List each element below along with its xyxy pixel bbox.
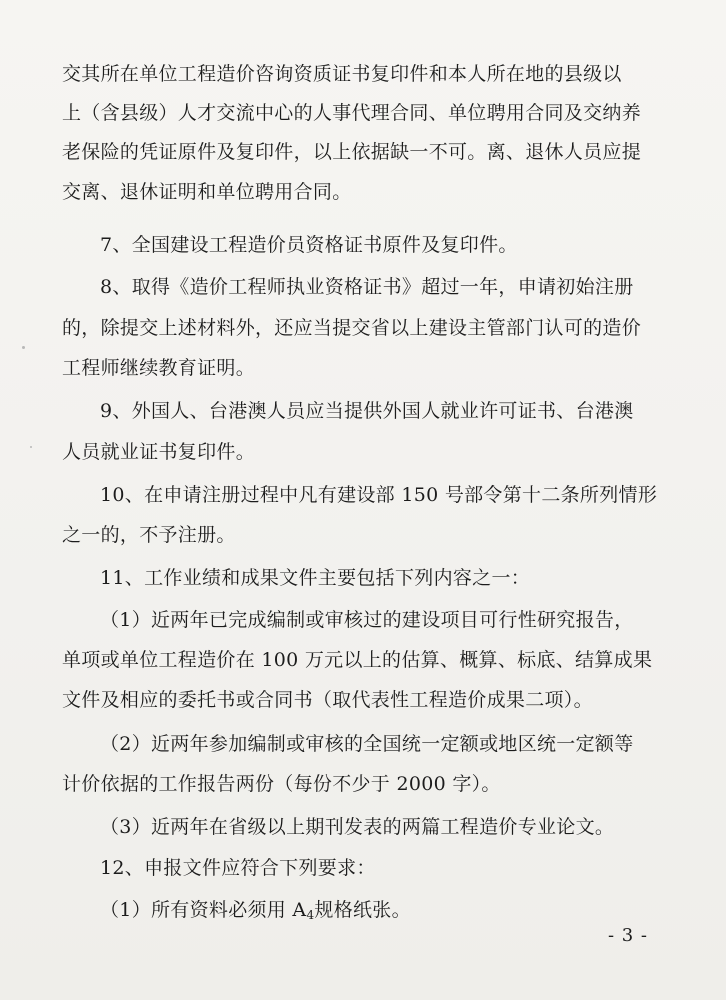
text-line: 11、工作业绩和成果文件主要包括下列内容之一： xyxy=(100,567,531,589)
text-line: 工程师继续教育证明。 xyxy=(62,357,256,379)
text-line: 文件及相应的委托书或合同书（取代表性工程造价成果二项）。 xyxy=(62,689,593,711)
text-line: 交离、退休证明和单位聘用合同。 xyxy=(62,181,352,203)
text-line: 7、全国建设工程造价员资格证书原件及复印件。 xyxy=(100,234,518,256)
page-number: - 3 - xyxy=(607,925,648,946)
text-line: 上（含县级）人才交流中心的人事代理合同、单位聘用合同及交纳养 xyxy=(62,102,642,124)
text-line: 单项或单位工程造价在 100 万元以上的估算、概算、标底、结算成果 xyxy=(62,649,653,671)
scan-speck xyxy=(22,346,25,349)
text-line: （2）近两年参加编制或审核的全国统一定额或地区统一定额等 xyxy=(100,733,634,755)
text-line: 人员就业证书复印件。 xyxy=(62,441,256,463)
text-line: 12、申报文件应符合下列要求： xyxy=(100,857,376,879)
text-line: 的，除提交上述材料外，还应当提交省以上建设主管部门认可的造价 xyxy=(62,317,642,339)
subscript: 4 xyxy=(306,908,315,922)
text-line: 计价依据的工作报告两份（每份不少于 2000 字）。 xyxy=(62,773,501,795)
text-segment: 规格纸张。 xyxy=(314,899,411,921)
scan-speck xyxy=(30,446,32,448)
text-line: 8、取得《造价工程师执业资格证书》超过一年，申请初始注册 xyxy=(100,276,634,298)
text-line: 之一的，不予注册。 xyxy=(62,524,236,546)
text-line: 交其所在单位工程造价咨询资质证书复印件和本人所在地的县级以 xyxy=(62,63,622,85)
text-line-last xyxy=(100,898,686,927)
text-line: 10、在申请注册过程中凡有建设部 150 号部令第十二条所列情形 xyxy=(100,484,658,506)
text-line: （1）近两年已完成编制或审核过的建设项目可行性研究报告， xyxy=(100,609,634,631)
text-line: （3）近两年在省级以上期刊发表的两篇工程造价专业论文。 xyxy=(100,816,615,838)
text-line: 老保险的凭证原件及复印件，以上依据缺一不可。离、退休人员应提 xyxy=(62,141,642,163)
text-line: 9、外国人、台港澳人员应当提供外国人就业许可证书、台港澳 xyxy=(100,400,634,422)
text-segment: （1）所有资料必须用 A xyxy=(100,899,307,921)
